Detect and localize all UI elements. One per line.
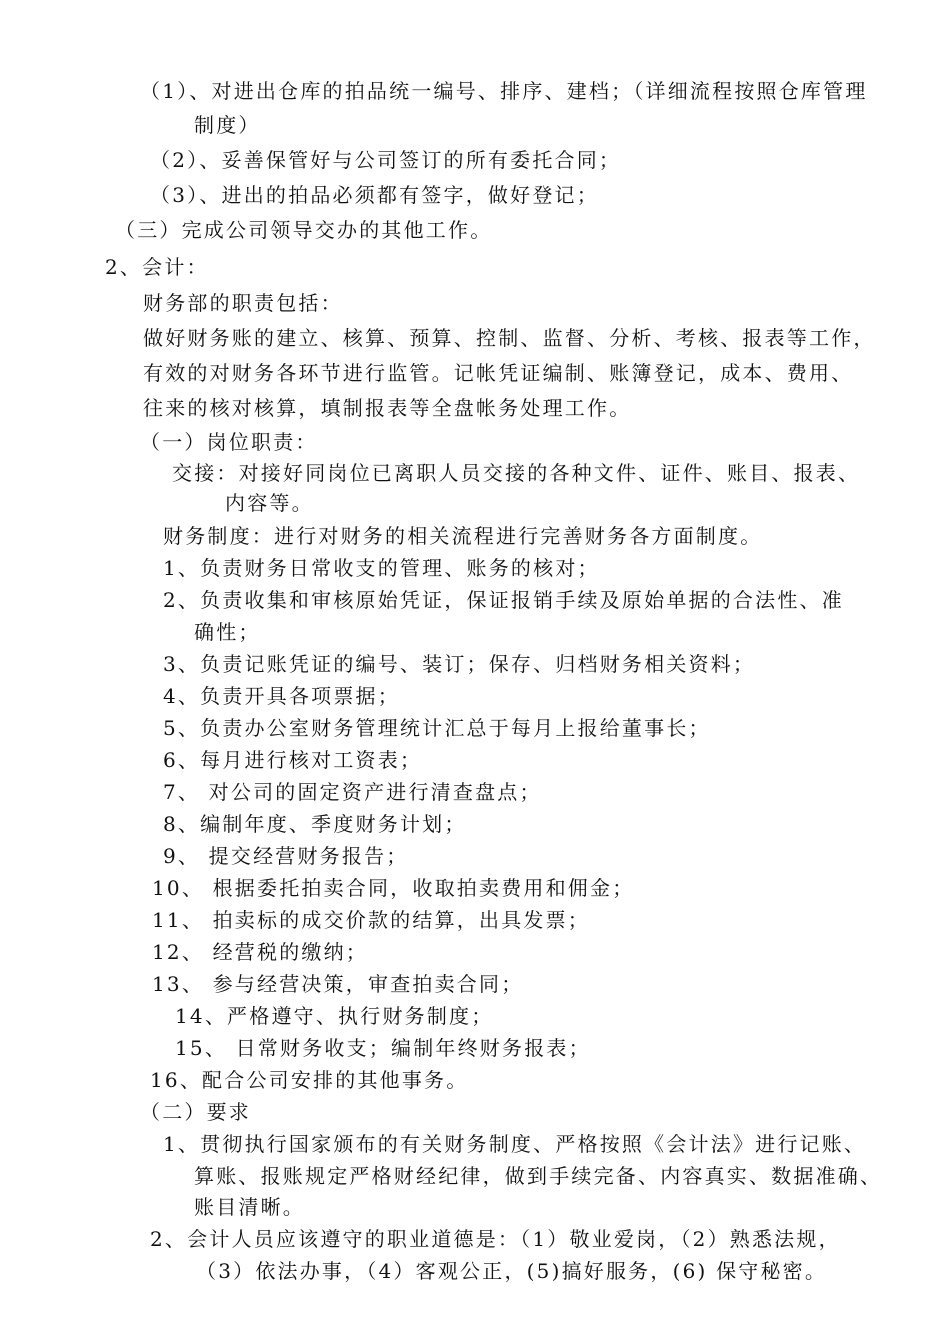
text-line: 有效的对财务各环节进行监管。记帐凭证编制、账簿登记，成本、费用、	[143, 361, 854, 385]
list-item: 16、配合公司安排的其他事务。	[150, 1068, 469, 1092]
list-item: 12、 经营税的缴纳；	[152, 940, 369, 964]
text-line: 内容等。	[225, 491, 314, 515]
section-heading: 2、会计：	[105, 255, 209, 279]
text-line: 往来的核对核算，填制报表等全盘帐务处理工作。	[143, 396, 632, 420]
list-item: 6、每月进行核对工资表；	[163, 748, 423, 772]
list-item: 4、负责开具各项票据；	[163, 684, 400, 708]
text-line: 算账、报账规定严格财经纪律，做到手续完备、内容真实、数据准确、	[194, 1164, 883, 1188]
list-item: 15、 日常财务收支；编制年终财务报表；	[175, 1036, 591, 1060]
text-line: （3）、进出的拍品必须都有签字，做好登记；	[150, 183, 599, 207]
text-line: 财务部的职责包括：	[143, 291, 343, 315]
text-line: （3）依法办事，（4）客观公正，(5)搞好服务，(6) 保守秘密。	[196, 1259, 828, 1283]
list-item: 10、 根据委托拍卖合同，收取拍卖费用和佣金；	[152, 876, 635, 900]
list-item: 7、 对公司的固定资产进行清查盘点；	[163, 780, 542, 804]
text-line: 交接：对接好同岗位已离职人员交接的各种文件、证件、账目、报表、	[172, 461, 861, 485]
list-item: 5、负责办公室财务管理统计汇总于每月上报给董事长；	[163, 716, 711, 740]
list-item: 2、负责收集和审核原始凭证，保证报销手续及原始单据的合法性、准	[163, 588, 844, 612]
list-item: 14、严格遵守、执行财务制度；	[175, 1004, 494, 1028]
text-line: 财务制度：进行对财务的相关流程进行完善财务各方面制度。	[163, 524, 763, 548]
list-item: 8、编制年度、季度财务计划；	[163, 812, 467, 836]
list-item: 9、 提交经营财务报告；	[163, 844, 409, 868]
list-item: 13、 参与经营决策，审查拍卖合同；	[152, 972, 524, 996]
list-item: 确性；	[194, 620, 261, 644]
list-item: 3、负责记账凭证的编号、装订；保存、归档财务相关资料；	[163, 652, 756, 676]
text-line: 制度）	[194, 113, 261, 137]
text-line: 账目清晰。	[194, 1195, 305, 1219]
section-heading: （一）岗位职责：	[140, 430, 318, 454]
text-line: （1）、对进出仓库的拍品统一编号、排序、建档；（详细流程按照仓库管理	[140, 79, 868, 103]
section-heading: （二）要求	[140, 1100, 251, 1124]
list-item: 11、 拍卖标的成交价款的结算，出具发票；	[152, 908, 591, 932]
list-item: 1、负责财务日常收支的管理、账务的核对；	[163, 556, 600, 580]
text-line: 做好财务账的建立、核算、预算、控制、监督、分析、考核、报表等工作，	[143, 326, 876, 350]
text-line: （2）、妥善保管好与公司签订的所有委托合同；	[150, 148, 622, 172]
list-item: 1、贯彻执行国家颁布的有关财务制度、严格按照《会计法》进行记账、	[163, 1132, 867, 1156]
section-heading: （三）完成公司领导交办的其他工作。	[115, 218, 493, 242]
list-item: 2、会计人员应该遵守的职业道德是：（1）敬业爱岗，（2）熟悉法规，	[150, 1227, 841, 1251]
